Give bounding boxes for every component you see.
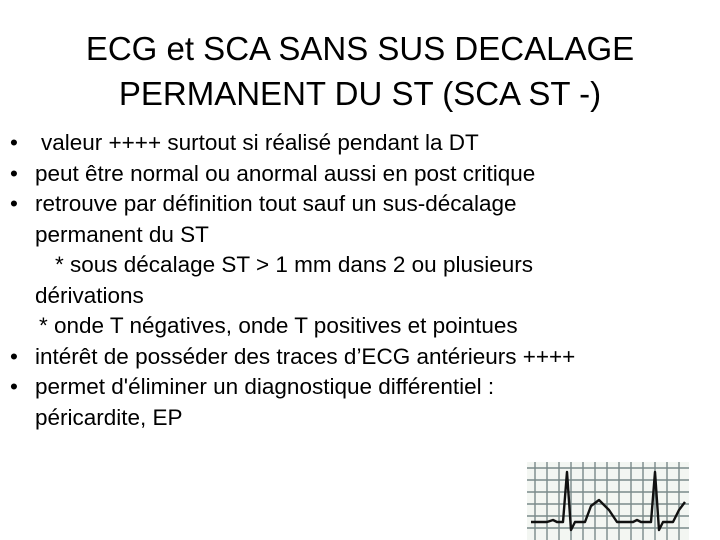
bullet-text-continuation: péricardite, EP [35,404,183,430]
bullet-item-4 [10,342,710,373]
sub-item-1: * sous décalage ST > 1 mm dans 2 ou plusieurs [55,252,533,277]
bullet-marker: • [10,343,18,369]
bullet-marker: • [10,130,18,155]
bullet-item-2 [10,159,710,190]
bullet-text: peut être normal ou anormal aussi en post critique [35,160,536,186]
bullet-text: retrouve par définition tout sauf un sus-décalage [35,191,517,216]
bullet-text: valeur ++++ surtout si réalisé pendant la DT [41,130,479,155]
slide-title-line-1: ECG et SCA SANS SUS DECALAGE [85,30,635,67]
bullet-text: intérêt de posséder des traces d’ECG antérieurs ++++ [35,343,576,369]
bullet-marker: • [10,160,18,186]
bullet-marker: • [10,374,18,399]
bullet-text-continuation: permanent du ST [35,221,209,247]
bullet-text: permet d'éliminer un diagnostique différentiel : [35,374,495,399]
bullet-marker: • [10,191,18,216]
bullet-item-3 [10,189,710,342]
bullet-list [10,128,710,433]
slide-title-line-2: PERMANENT DU ST (SCA ST -) [118,75,602,112]
sub-item-2: * onde T négatives, onde T positives et pointues [39,313,518,338]
ecg-strip-icon [527,462,689,540]
sub-item-1-continuation: dérivations [35,282,144,308]
bullet-item-1 [10,128,710,159]
bullet-item-5 [10,372,710,433]
slide-title [60,26,660,116]
